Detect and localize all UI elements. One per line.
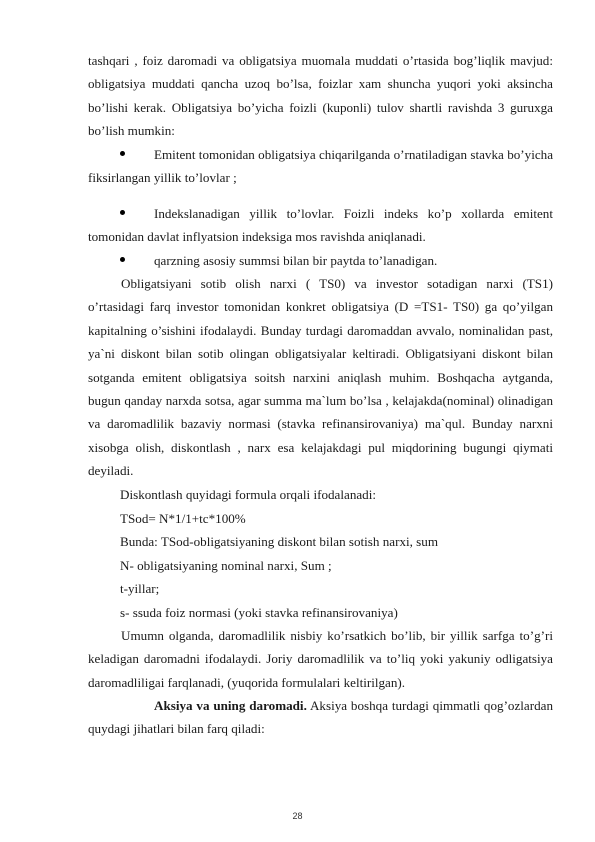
- section-heading: Aksiya va uning daromadi.: [154, 698, 307, 713]
- paragraph-stock-text: Aksiya boshqa turdagi qimmatli qog’ozlardan quydagi jihatlari bilan farq qiladi:: [88, 698, 554, 737]
- paragraph-stock: [88, 694, 553, 741]
- formula-legend-n: N- obligatsiyaning nominal narxi, Sum ;: [120, 558, 332, 573]
- formula-legend-s: s- ssuda foiz normasi (yoki stavka refinansirovaniya): [120, 605, 398, 620]
- bullet-item-indexed: [88, 202, 553, 249]
- formula: TSod= N*1/1+tc*100%: [120, 511, 246, 526]
- bullet-icon: [120, 257, 125, 262]
- bullet-text: qarzning asosiy summsi bilan bir paytda to’lanadigan.: [154, 253, 438, 268]
- formula-legend-tsod: Bunda: TSod-obligatsiyaning diskont bilan sotish narxi, sum: [120, 534, 439, 549]
- bullet-text: Indekslanadigan yillik to’lovlar. Foizli indeks ko’p xollarda emitent tomonidan davlat inflyatsion indeksiga mos ravishda aniqlanadi.: [88, 206, 553, 245]
- paragraph-discount: Obligatsiyani sotib olish narxi ( TS0) va investor sotadigan narxi (TS1) o’rtasidagi farq investor tomonidan konkret obligatsiya (D =TS1- TS0) ga qo’yilgan kapitalning o’sishini ifodalaydi. Bunday turdagi daromaddan avvalo, nominalidan past, ya`ni diskont bilan sotib olingan obligatsiyalar keltiradi. Obligatsiyani diskont bilan sotganda emitent obligatsiya soitsh narxini aniqlash muhim. Boshqacha aytganda, bugun qanday narxda sotsa, agar summa ma`lum bo’lsa , kelajakda(nominal) olinadigan va daromadlilik bazaviy normasi (stavka refinansirovaniya) ma`qul. Bunday narxni xisobga olish, diskontlash , narx esa kelajakdagi pul miqdorining bugungi qiymati deyiladi.: [88, 276, 553, 479]
- paragraph-intro: tashqari , foiz daromadi va obligatsiya muomala muddati o’rtasida bog’liqlik mavjud: obligatsiya muddati qancha uzoq bo’lsa, foizlar xam shuncha yuqori yoki aksincha bo’lishi kerak. Obligatsiya bo’yicha foizli (kuponli) tulov shartli ravishda 3 guruxga bo’lish mumkin:: [88, 53, 553, 139]
- bullet-item-fixed: [88, 143, 553, 190]
- formula-intro: Diskontlash quyidagi formula orqali ifodalanadi:: [120, 487, 376, 502]
- bullet-icon: [120, 151, 125, 156]
- bullet-icon: [120, 210, 125, 215]
- formula-legend-t: t-yillar;: [120, 581, 160, 596]
- bullet-item-principal: [88, 249, 553, 272]
- paragraph-yield: Umumn olganda, daromadlilik nisbiy ko’rsatkich bo’lib, bir yillik sarfga to’g’ri keladigan daromadni ifodalaydi. Joriy daromadlilik va to’liq yoki yakuniy odligatsiya daromadliligai farqlanadi, (yuqorida formulalari keltirilgan).: [88, 628, 553, 690]
- page-number: 28: [292, 811, 303, 821]
- bullet-text: Emitent tomonidan obligatsiya chiqarilganda o’rnatiladigan stavka bo’yicha fiksirlangan yillik to’lovlar ;: [88, 147, 553, 186]
